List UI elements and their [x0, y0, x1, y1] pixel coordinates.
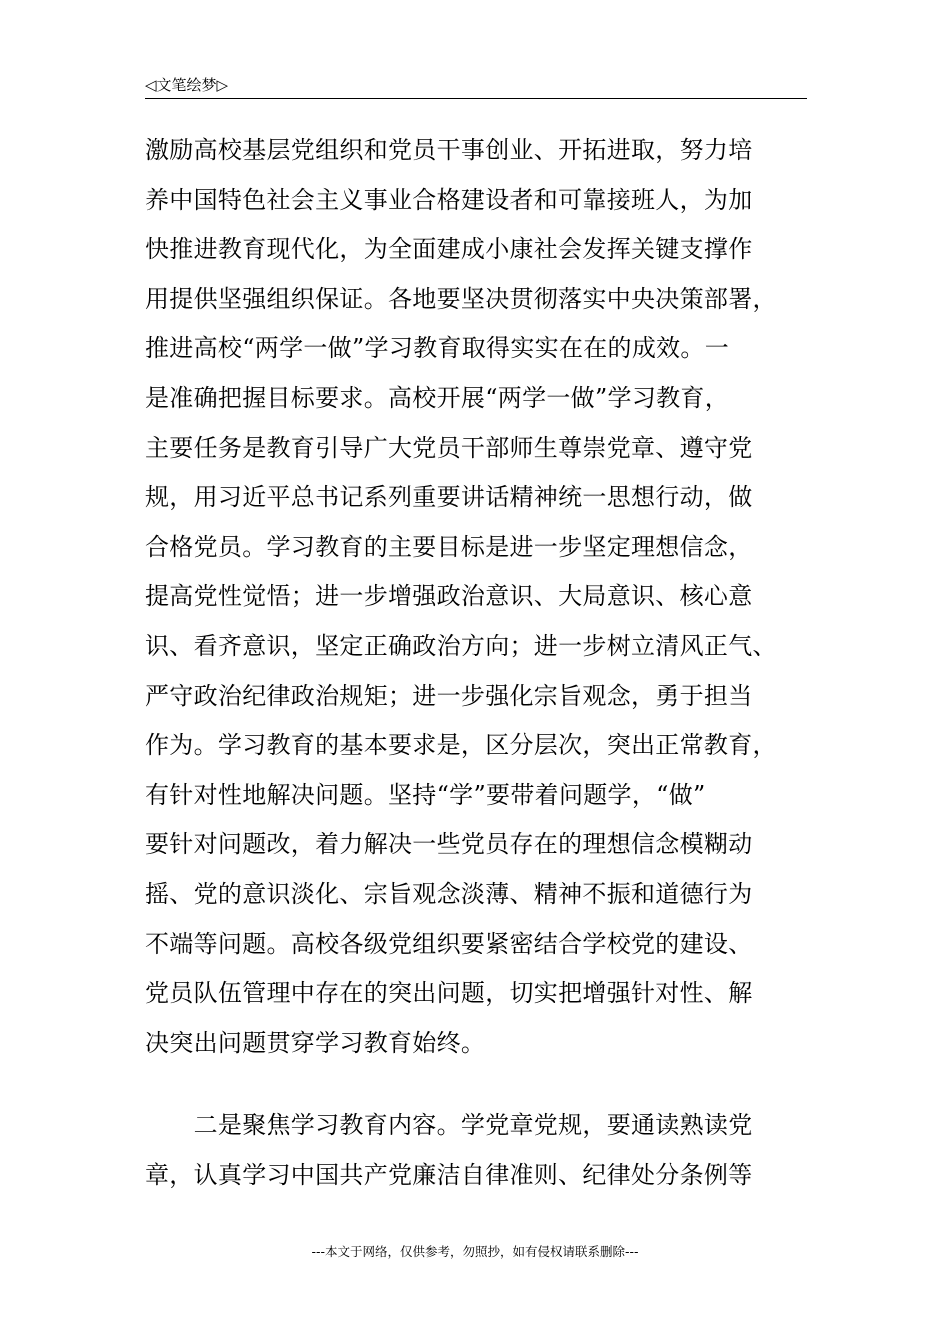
text-line: 党员队伍管理中存在的突出问题，切实把增强针对性、解 — [145, 979, 753, 1008]
text-line: 规，用习近平总书记系列重要讲话精神统一思想行动，做 — [145, 483, 753, 512]
text-line: 有针对性地解决问题。坚持“学”要带着问题学，“做” — [145, 780, 706, 809]
text-line: 养中国特色社会主义事业合格建设者和可靠接班人，为加 — [145, 185, 753, 214]
text-line: 摇、党的意识淡化、宗旨观念淡薄、精神不振和道德行为 — [145, 879, 753, 908]
paragraph-1 — [145, 126, 810, 1068]
text-line: 激励高校基层党组织和党员干事创业、开拓进取，努力培 — [145, 136, 753, 164]
text-line: 提高党性觉悟；进一步增强政治意识、大局意识、核心意 — [145, 582, 753, 611]
text-line: 决突出问题贯穿学习教育始终。 — [145, 1028, 486, 1057]
text-line: 推进高校“两学一做”学习教育取得实实在在的成效。一 — [145, 334, 730, 363]
text-line: 合格党员。学习教育的主要目标是进一步坚定理想信念， — [145, 532, 753, 561]
text-line: 用提供坚强组织保证。各地要坚决贯彻落实中央决策部署， — [145, 284, 777, 313]
text-line: 不端等问题。高校各级党组织要紧密结合学校党的建设、 — [145, 929, 753, 958]
text-line: 二是聚焦学习教育内容。学党章党规，要通读熟读党 — [145, 1111, 753, 1140]
page-footer: ---本文于网络，仅供参考，勿照抄，如有侵权请联系删除--- — [311, 1244, 639, 1259]
text-line: 是准确把握目标要求。高校开展“两学一做”学习教育， — [145, 383, 730, 412]
document-body — [145, 126, 810, 1200]
paragraph-2 — [145, 1101, 810, 1200]
page-header — [145, 72, 807, 99]
text-line: 要针对问题改，着力解决一些党员存在的理想信念模糊动 — [145, 830, 753, 859]
text-line: 作为。学习教育的基本要求是，区分层次，突出正常教育， — [145, 731, 777, 760]
text-line: 主要任务是教育引导广大党员干部师生尊崇党章、遵守党 — [145, 433, 753, 462]
text-line: 快推进教育现代化，为全面建成小康社会发挥关键支撑作 — [145, 235, 753, 264]
text-line: 识、看齐意识，坚定正确政治方向；进一步树立清风正气、 — [145, 631, 777, 660]
header-title: ◁文笔绘梦▷ — [145, 76, 229, 94]
text-line: 严守政治纪律政治规矩；进一步强化宗旨观念，勇于担当 — [145, 681, 753, 710]
paragraph-spacer — [145, 1068, 810, 1101]
text-line: 章，认真学习中国共产党廉洁自律准则、纪律处分条例等 — [145, 1160, 753, 1189]
